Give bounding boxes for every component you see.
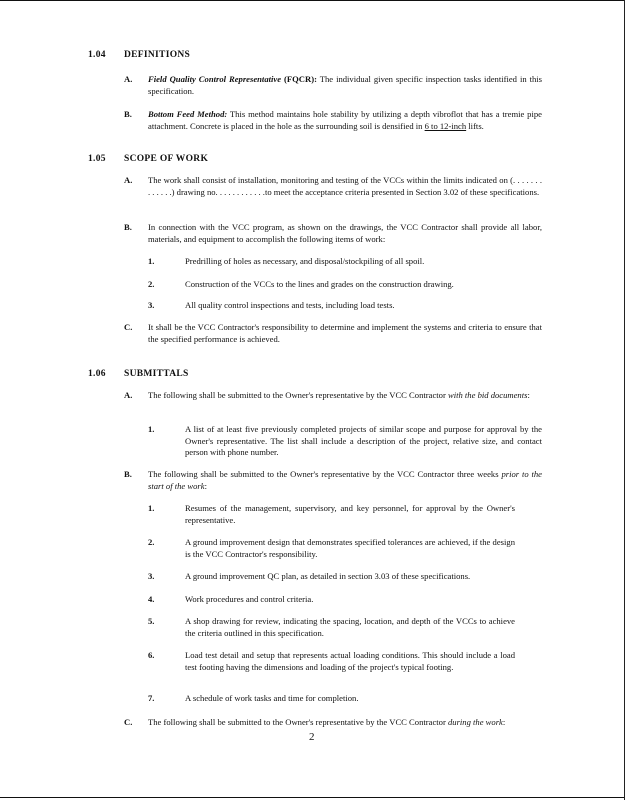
submittals-b-timing: prior to the start of the work bbox=[148, 469, 542, 491]
section-number: 1.05 bbox=[88, 154, 106, 164]
section-number: 1.04 bbox=[88, 50, 106, 60]
subitem-label: 3. bbox=[148, 300, 155, 310]
term-abbreviation: (FQCR): bbox=[281, 74, 317, 84]
definition-body: The individual given specific inspection tasks identified in this specification. bbox=[148, 74, 543, 96]
section-title: SUBMITTALS bbox=[124, 369, 189, 379]
defined-term: Field Quality Control Representative bbox=[148, 74, 282, 84]
definition-b-text bbox=[148, 109, 542, 132]
subitem-text: Construction of the VCCs to the lines and grades on the construction drawing. bbox=[185, 279, 454, 289]
subitem-text: Predrilling of holes as necessary, and disposal/stockpiling of all spoil. bbox=[185, 256, 425, 266]
item-label: B. bbox=[124, 469, 132, 479]
subitem-text: Resumes of the management, supervisory, and key personnel, for approval by the Owner's representative. bbox=[185, 503, 515, 525]
scope-c-text: It shall be the VCC Contractor's responsibility to determine and implement the systems and criteria to ensure that the specified performance is achieved. bbox=[148, 322, 542, 344]
subitem-label: 3. bbox=[148, 571, 155, 581]
item-label: C. bbox=[124, 322, 133, 332]
submittals-b-text bbox=[148, 469, 542, 492]
subitem-text: A schedule of work tasks and time for completion. bbox=[185, 693, 359, 703]
subitem-label: 2. bbox=[148, 537, 155, 547]
item-label: A. bbox=[124, 390, 133, 400]
underlined-lift-size: 6 to 12-inch bbox=[424, 120, 467, 131]
submittals-b-body: The following shall be submitted to the Owner's representative by the VCC Contractor three weeks bbox=[148, 469, 502, 479]
submittals-c-text bbox=[148, 717, 542, 729]
subitem-label: 2. bbox=[148, 279, 155, 289]
submittals-a-colon: : bbox=[527, 390, 530, 400]
page-number: 2 bbox=[309, 731, 315, 743]
subitem-label: 4. bbox=[148, 594, 155, 604]
section-number: 1.06 bbox=[88, 369, 106, 379]
scan-edge-top bbox=[0, 0, 625, 1]
item-label: C. bbox=[124, 717, 133, 727]
definition-body-end: lifts. bbox=[466, 120, 484, 131]
scope-a-text: The work shall consist of installation, monitoring and testing of the VCCs within the limits indicated on (. . . . . . . . . . . . .) drawing no. . . . . . . . . . . .to meet the acceptance criteria presented in Section 3.02 of these specifications. bbox=[148, 175, 542, 197]
submittals-a-text bbox=[148, 390, 542, 402]
definition-a-text bbox=[148, 74, 542, 97]
subitem-text: A shop drawing for review, indicating the spacing, location, and depth of the VCCs to achieve the criteria outlined in this specification. bbox=[185, 616, 515, 638]
subitem-text: All quality control inspections and tests, including load tests. bbox=[185, 300, 395, 310]
submittals-c-colon: : bbox=[502, 717, 506, 727]
submittals-a-timing: with the bid documents bbox=[447, 390, 528, 400]
item-label: A. bbox=[124, 175, 133, 185]
subitem-text: Load test detail and setup that represents actual loading conditions. This should include a load test footing having the dimensions and loading of the project's typical footing. bbox=[185, 650, 515, 672]
subitem-text: Work procedures and control criteria. bbox=[185, 594, 314, 604]
subitem-label: 5. bbox=[148, 616, 155, 626]
defined-term: Bottom Feed Method: bbox=[148, 109, 228, 119]
subitem-label: 1. bbox=[148, 503, 155, 513]
item-label: B. bbox=[124, 109, 132, 119]
definition-body: This method maintains hole stability by utilizing a depth vibroflot that has a tremie pipe attachment. Concrete is placed in the hole as the surrounding soil is densified in bbox=[148, 109, 542, 131]
submittals-b-colon: : bbox=[204, 480, 207, 491]
subitem-text: A list of at least five previously completed projects of similar scope and purpose for approval by the Owner's representative. The list shall include a description of the project, relative size, and contact person with phone number. bbox=[185, 424, 542, 457]
scope-b-text: In connection with the VCC program, as shown on the drawings, the VCC Contractor shall provide all labor, materials, and equipment to accomplish the following items of work: bbox=[148, 222, 542, 244]
subitem-text: A ground improvement QC plan, as detailed in section 3.03 of these specifications. bbox=[185, 571, 471, 581]
subitem-label: 1. bbox=[148, 256, 155, 266]
subitem-label: 6. bbox=[148, 650, 155, 660]
submittals-c-body: The following shall be submitted to the Owner's representative by the VCC Contractor bbox=[148, 717, 448, 727]
section-title: SCOPE OF WORK bbox=[124, 154, 209, 164]
item-label: A. bbox=[124, 74, 133, 84]
submittals-a-body: The following shall be submitted to the Owner's representative by the VCC Contractor bbox=[148, 390, 448, 400]
subitem-label: 1. bbox=[148, 424, 155, 434]
section-title: DEFINITIONS bbox=[124, 50, 191, 60]
subitem-text: A ground improvement design that demonstrates specified tolerances are achieved, if the design is the VCC Contractor's responsibility. bbox=[185, 537, 515, 559]
subitem-label: 7. bbox=[148, 693, 155, 703]
item-label: B. bbox=[124, 222, 132, 232]
submittals-c-timing: during the work bbox=[447, 717, 503, 727]
scan-edge-bottom bbox=[0, 797, 625, 798]
